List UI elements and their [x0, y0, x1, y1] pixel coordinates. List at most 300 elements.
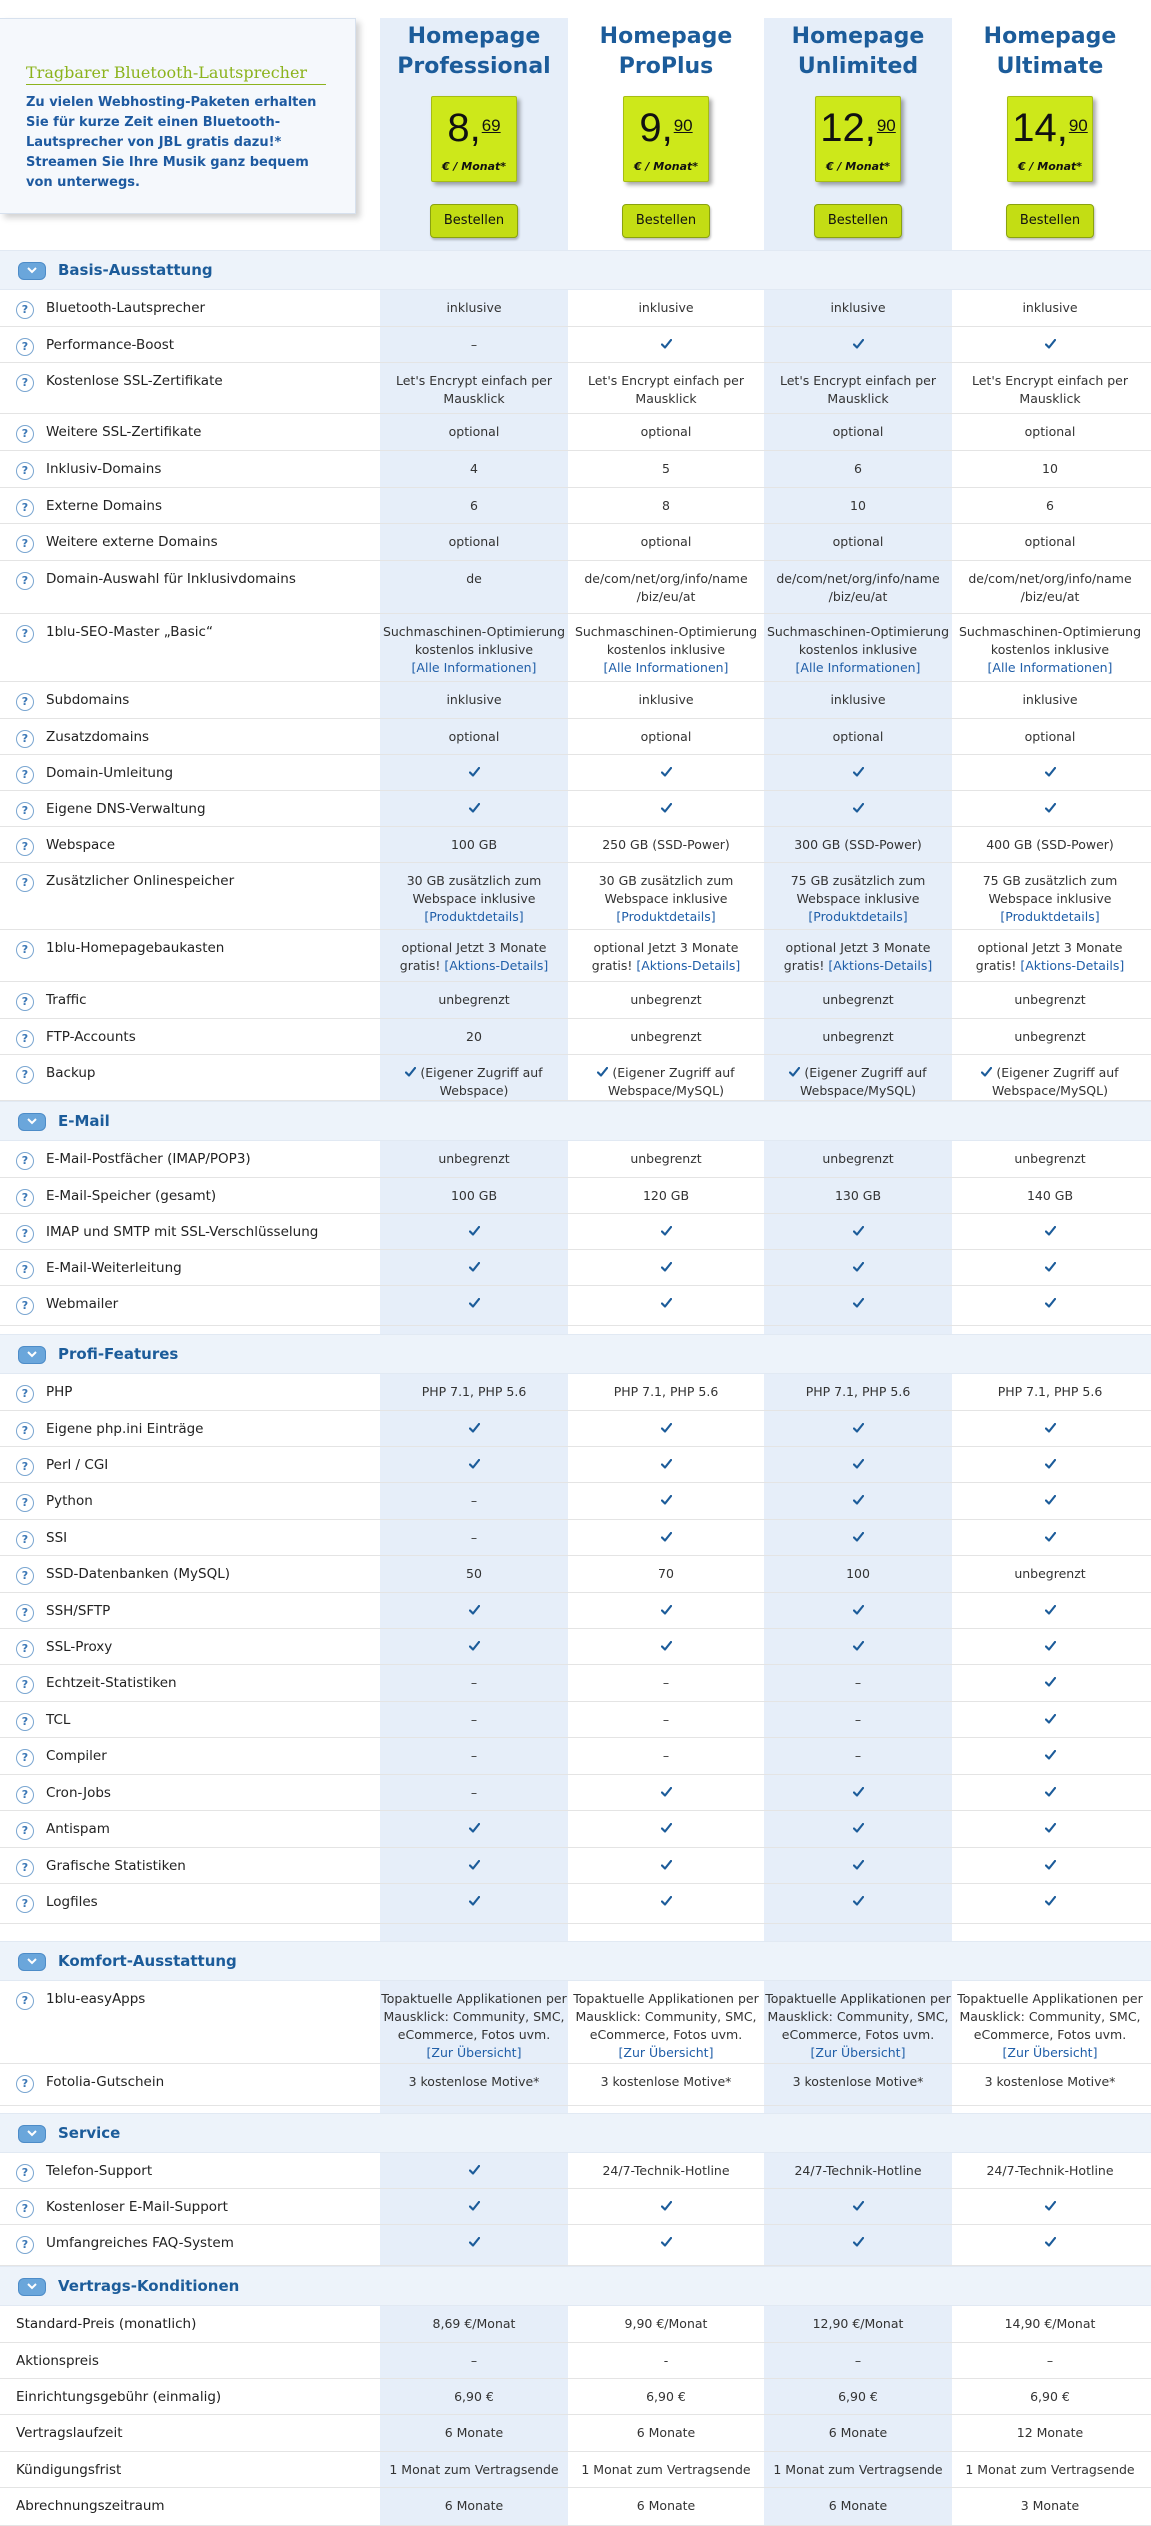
row-label: SSD-Datenbanken (MySQL) — [46, 1566, 231, 1582]
plan-name: Homepage Ultimate — [983, 24, 1117, 79]
table-row — [0, 719, 1151, 755]
plan-cell: 6 Monate — [636, 2425, 696, 2440]
help-icon[interactable]: ? — [16, 941, 34, 959]
plan-cell: 1 Monat zum Vertragsende — [581, 2462, 751, 2477]
plan-cell — [764, 1456, 952, 1474]
help-icon[interactable]: ? — [16, 1385, 34, 1403]
table-row — [0, 1483, 1151, 1520]
help-icon[interactable]: ? — [16, 2075, 34, 2093]
info-link[interactable]: [Aktions-Details] — [1020, 958, 1125, 973]
plan-cell — [764, 1784, 952, 1802]
plan-cell — [764, 1223, 952, 1241]
plan-name: Homepage Unlimited — [791, 24, 925, 79]
help-icon[interactable]: ? — [16, 1030, 34, 1048]
table-row — [0, 863, 1151, 930]
help-icon[interactable]: ? — [16, 2200, 34, 2218]
row-label: Kostenlose SSL-Zertifikate — [46, 373, 223, 389]
row-label: Domain-Auswahl für Inklusivdomains — [46, 571, 296, 587]
info-link[interactable]: [Produktdetails] — [616, 909, 716, 924]
table-row — [0, 1055, 1151, 1101]
plan-cell: inklusive — [830, 692, 886, 707]
help-icon[interactable]: ? — [16, 874, 34, 892]
table-row — [0, 682, 1151, 719]
row-label: Performance-Boost — [46, 337, 175, 353]
plan-cell: 50 — [466, 1566, 482, 1581]
plan-cell: unbegrenzt — [1014, 1029, 1086, 1044]
help-icon[interactable]: ? — [16, 993, 34, 1011]
help-icon[interactable]: ? — [16, 1261, 34, 1279]
chevron-down-icon[interactable] — [18, 262, 46, 280]
table-row — [0, 414, 1151, 451]
plan-cell — [956, 1456, 1144, 1474]
chevron-down-icon[interactable] — [18, 1953, 46, 1971]
price-unit: € / Monat* — [441, 160, 507, 173]
table-row — [0, 363, 1151, 414]
plan-cell — [572, 1492, 760, 1510]
plan-cell: 5 — [662, 461, 670, 476]
price-value: 9,90 — [639, 106, 693, 150]
plan-cell: – — [470, 2353, 478, 2368]
plan-cell — [572, 1529, 760, 1547]
row-label: Grafische Statistiken — [46, 1858, 186, 1874]
plan-cell: 4 — [470, 461, 478, 476]
plan-cell — [572, 2198, 760, 2216]
plan-cell — [956, 1420, 1144, 1438]
row-label: Logfiles — [46, 1894, 98, 1910]
plan-cell: 30 GB zusätzlich zum Webspace inklusive [Produktdetails] — [406, 873, 542, 924]
chevron-down-icon[interactable] — [18, 1346, 46, 1364]
plan-cell: 300 GB (SSD-Power) — [794, 837, 922, 852]
help-icon[interactable]: ? — [16, 1640, 34, 1658]
plan-cell — [764, 1420, 952, 1438]
table-row — [0, 1214, 1151, 1250]
row-label: Domain-Umleitung — [46, 765, 174, 781]
table-row — [0, 1629, 1151, 1665]
section-header[interactable] — [0, 2113, 1151, 2153]
help-icon[interactable]: ? — [16, 301, 34, 319]
help-icon[interactable]: ? — [16, 1189, 34, 1207]
help-icon[interactable]: ? — [16, 625, 34, 643]
help-icon[interactable]: ? — [16, 802, 34, 820]
plan-cell: 400 GB (SSD-Power) — [986, 837, 1114, 852]
plan-cell: unbegrenzt — [1014, 1566, 1086, 1581]
section-header[interactable] — [0, 250, 1151, 290]
help-icon[interactable]: ? — [16, 1494, 34, 1512]
plan-cell: optional — [448, 729, 500, 744]
plan-cell: unbegrenzt — [822, 992, 894, 1007]
row-label: Antispam — [46, 1821, 110, 1837]
help-icon[interactable]: ? — [16, 2236, 34, 2254]
row-label: SSH/SFTP — [46, 1603, 111, 1619]
price-unit: € / Monat* — [633, 160, 699, 173]
plan-cell: 6,90 € — [646, 2389, 686, 2404]
plan-cell: Suchmaschinen-Optimierung kostenlos inklusive [Alle Informationen] — [574, 624, 758, 675]
plan-cell — [380, 1420, 568, 1438]
row-label: Fotolia-Gutschein — [46, 2074, 165, 2090]
plan-cell: Suchmaschinen-Optimierung kostenlos inklusive [Alle Informationen] — [958, 624, 1142, 675]
table-row — [0, 2343, 1151, 2379]
row-label: Einrichtungsgebühr (einmalig) — [16, 2389, 222, 2405]
help-icon[interactable]: ? — [16, 766, 34, 784]
plan-cell — [572, 1638, 760, 1656]
info-link[interactable]: [Alle Informationen] — [411, 660, 537, 675]
plan-cell: 8 — [662, 498, 670, 513]
plan-cell — [956, 1295, 1144, 1313]
info-link[interactable]: [Alle Informationen] — [987, 660, 1113, 675]
plan-cell: 6 Monate — [828, 2498, 888, 2513]
plan-cell — [764, 1820, 952, 1838]
info-link[interactable]: [Produktdetails] — [1000, 909, 1100, 924]
row-label: Aktionspreis — [16, 2353, 99, 2369]
plan-cell: Suchmaschinen-Optimierung kostenlos inklusive [Alle Informationen] — [766, 624, 950, 675]
plan-cell: 120 GB — [642, 1188, 690, 1203]
plan-cell: Topaktuelle Applikationen per Mausklick: Community, SMC, eCommerce, Fotos uvm. [Zur Übersicht] — [381, 1991, 567, 2060]
table-row — [0, 791, 1151, 827]
plan-cell — [956, 1674, 1144, 1692]
row-label: SSL-Proxy — [46, 1639, 113, 1655]
plan-cell: 20 — [466, 1029, 482, 1044]
plan-cell: optional Jetzt 3 Monate gratis! [Aktions-Details] — [399, 940, 549, 973]
plan-cell: 1 Monat zum Vertragsende — [389, 2462, 559, 2477]
plan-cell: unbegrenzt — [822, 1151, 894, 1166]
help-icon[interactable]: ? — [16, 462, 34, 480]
plan-cell: 24/7-Technik-Hotline — [602, 2163, 730, 2178]
plan-cell — [956, 1747, 1144, 1765]
row-label: Eigene DNS-Verwaltung — [46, 801, 206, 817]
table-row — [0, 2064, 1151, 2106]
plan-cell: (Eigener Zugriff auf Webspace/MySQL) — [572, 1064, 760, 1100]
table-row — [0, 290, 1151, 327]
table-row — [0, 2379, 1151, 2415]
help-icon[interactable]: ? — [16, 1531, 34, 1549]
order-button[interactable]: Bestellen — [622, 204, 710, 238]
plan-cell: optional — [640, 534, 692, 549]
plan-header — [956, 18, 1144, 238]
plan-cell: inklusive — [1022, 300, 1078, 315]
row-label: Kostenloser E-Mail-Support — [46, 2199, 228, 2215]
plan-cell: 6,90 € — [838, 2389, 878, 2404]
plan-cell: – — [470, 1530, 478, 1545]
plan-cell: 6 Monate — [444, 2498, 504, 2513]
plan-cell: – — [470, 1785, 478, 1800]
plan-cell: Topaktuelle Applikationen per Mausklick: Community, SMC, eCommerce, Fotos uvm. [Zur Übersicht] — [765, 1991, 951, 2060]
row-label: Zusatzdomains — [46, 729, 150, 745]
order-button[interactable]: Bestellen — [430, 204, 518, 238]
help-icon[interactable]: ? — [16, 572, 34, 590]
plan-cell: de/com/net/org/info/name /biz/eu/at — [776, 571, 940, 604]
info-link[interactable]: [Alle Informationen] — [795, 660, 921, 675]
plan-cell: 140 GB — [1026, 1188, 1074, 1203]
help-icon[interactable]: ? — [16, 1786, 34, 1804]
table-row — [0, 2415, 1151, 2452]
plan-cell: – — [470, 1712, 478, 1727]
plan-cell — [572, 2234, 760, 2252]
section-title: Profi-Features — [58, 1345, 179, 1363]
plan-cell: 3 kostenlose Motive* — [600, 2074, 732, 2089]
plan-cell — [956, 1784, 1144, 1802]
table-row — [0, 561, 1151, 614]
plan-name: Homepage ProPlus — [599, 24, 733, 79]
info-link[interactable]: [Produktdetails] — [808, 909, 908, 924]
table-row — [0, 755, 1151, 791]
help-icon[interactable]: ? — [16, 1567, 34, 1585]
section-title: E-Mail — [58, 1112, 110, 1130]
info-link[interactable]: [Zur Übersicht] — [618, 2045, 714, 2060]
plan-cell — [956, 1820, 1144, 1838]
table-row — [0, 1447, 1151, 1483]
price-value: 12,90 — [820, 106, 896, 150]
promo-box[interactable] — [0, 18, 356, 214]
table-row — [0, 1775, 1151, 1811]
plan-cell — [764, 1857, 952, 1875]
plan-cell: 70 — [658, 1566, 674, 1581]
plan-cell: 100 — [846, 1566, 870, 1581]
plan-cell — [572, 1223, 760, 1241]
row-label: E-Mail-Weiterleitung — [46, 1260, 182, 1276]
info-link[interactable]: [Zur Übersicht] — [810, 2045, 906, 2060]
help-icon[interactable]: ? — [16, 2164, 34, 2182]
plan-header — [572, 18, 760, 238]
table-row — [0, 2488, 1151, 2526]
section-title: Basis-Ausstattung — [58, 261, 213, 279]
table-row — [0, 827, 1151, 863]
plan-cell — [380, 2234, 568, 2252]
table-row — [0, 930, 1151, 982]
plan-cell — [764, 1893, 952, 1911]
plan-cell: optional — [1024, 534, 1076, 549]
help-icon[interactable]: ? — [16, 425, 34, 443]
row-label: FTP-Accounts — [46, 1029, 136, 1045]
plan-cell: – — [854, 2353, 862, 2368]
table-row — [0, 1556, 1151, 1593]
help-icon[interactable]: ? — [16, 1822, 34, 1840]
plan-header — [764, 18, 952, 238]
order-button[interactable]: Bestellen — [814, 204, 902, 238]
plan-cell — [764, 800, 952, 818]
help-icon[interactable]: ? — [16, 693, 34, 711]
help-icon[interactable]: ? — [16, 1713, 34, 1731]
row-label: Backup — [46, 1065, 96, 1081]
help-icon[interactable]: ? — [16, 1152, 34, 1170]
table-row — [0, 2189, 1151, 2225]
table-row — [0, 982, 1151, 1019]
plan-cell: 24/7-Technik-Hotline — [794, 2163, 922, 2178]
row-label: Webspace — [46, 837, 116, 853]
plan-cell: inklusive — [446, 692, 502, 707]
help-icon[interactable]: ? — [16, 535, 34, 553]
help-icon[interactable]: ? — [16, 730, 34, 748]
help-icon[interactable]: ? — [16, 499, 34, 517]
chevron-down-icon[interactable] — [18, 2278, 46, 2296]
plan-cell: – — [470, 1493, 478, 1508]
help-icon[interactable]: ? — [16, 1422, 34, 1440]
row-label: Compiler — [46, 1748, 107, 1764]
plan-cell — [956, 1259, 1144, 1277]
plan-cell — [956, 1857, 1144, 1875]
plan-cell: 75 GB zusätzlich zum Webspace inklusive [Produktdetails] — [982, 873, 1118, 924]
chevron-down-icon[interactable] — [18, 1113, 46, 1131]
plan-cell: Let's Encrypt einfach per Mausklick — [588, 373, 744, 406]
table-row — [0, 1520, 1151, 1556]
table-row — [0, 1593, 1151, 1629]
help-icon[interactable]: ? — [16, 1992, 34, 2010]
plan-cell: 10 — [850, 498, 866, 513]
info-link[interactable]: [Alle Informationen] — [603, 660, 729, 675]
plan-cell: 6 — [470, 498, 478, 513]
help-icon[interactable]: ? — [16, 1859, 34, 1877]
plan-cell — [380, 764, 568, 782]
plan-cell: optional — [832, 424, 884, 439]
plan-cell — [764, 1638, 952, 1656]
table-row — [0, 2153, 1151, 2189]
plan-cell — [572, 336, 760, 354]
table-row — [0, 1019, 1151, 1055]
help-icon[interactable]: ? — [16, 1676, 34, 1694]
help-icon[interactable]: ? — [16, 1066, 34, 1084]
table-row — [0, 1738, 1151, 1775]
info-link[interactable]: [Zur Übersicht] — [426, 2045, 522, 2060]
plan-cell: optional — [448, 534, 500, 549]
plan-cell: unbegrenzt — [630, 1029, 702, 1044]
plan-cell: 6 — [1046, 498, 1054, 513]
plan-cell — [572, 1820, 760, 1838]
help-icon[interactable]: ? — [16, 1749, 34, 1767]
price-badge — [431, 96, 517, 182]
info-link[interactable]: [Aktions-Details] — [636, 958, 741, 973]
info-link[interactable]: [Zur Übersicht] — [1002, 2045, 1098, 2060]
plan-cell — [956, 2234, 1144, 2252]
row-label: IMAP und SMTP mit SSL-Verschlüsselung — [46, 1224, 319, 1240]
plan-cell — [572, 1420, 760, 1438]
table-row — [0, 2306, 1151, 2343]
row-label: Python — [46, 1493, 93, 1509]
plan-cell — [956, 1223, 1144, 1241]
plan-cell — [956, 1529, 1144, 1547]
section-header[interactable] — [0, 1334, 1151, 1374]
plan-cell: unbegrenzt — [438, 1151, 510, 1166]
plan-cell: – — [854, 1712, 862, 1727]
row-label: Bluetooth-Lautsprecher — [46, 300, 206, 316]
help-icon[interactable]: ? — [16, 374, 34, 392]
plan-cell: 250 GB (SSD-Power) — [602, 837, 730, 852]
table-row — [0, 2452, 1151, 2488]
plan-cell: optional — [640, 424, 692, 439]
price-unit: € / Monat* — [1017, 160, 1083, 173]
price-badge — [623, 96, 709, 182]
plan-cell: inklusive — [1022, 692, 1078, 707]
plan-cell: inklusive — [446, 300, 502, 315]
plan-cell: 3 Monate — [1020, 2498, 1080, 2513]
plan-cell — [572, 1456, 760, 1474]
table-row — [0, 1884, 1151, 1924]
plan-cell: 3 kostenlose Motive* — [408, 2074, 540, 2089]
price-value: 8,69 — [447, 106, 501, 150]
plan-cell — [380, 800, 568, 818]
row-label: Telefon-Support — [46, 2163, 153, 2179]
plan-cell: optional Jetzt 3 Monate gratis! [Aktions-Details] — [783, 940, 933, 973]
price-value: 14,90 — [1012, 106, 1088, 150]
plan-cell — [764, 1529, 952, 1547]
plan-cell — [380, 1638, 568, 1656]
help-icon[interactable]: ? — [16, 1604, 34, 1622]
row-label: Perl / CGI — [46, 1457, 109, 1473]
help-icon[interactable]: ? — [16, 1458, 34, 1476]
plan-cell: de/com/net/org/info/name /biz/eu/at — [584, 571, 748, 604]
promo-title: Tragbarer Bluetooth-Lautsprecher — [26, 63, 326, 85]
section-title: Komfort-Ausstattung — [58, 1952, 237, 1970]
plan-cell: - — [663, 2353, 669, 2368]
plan-cell: Let's Encrypt einfach per Mausklick — [396, 373, 552, 406]
order-button[interactable]: Bestellen — [1006, 204, 1094, 238]
row-label: Kündigungsfrist — [16, 2462, 122, 2478]
help-icon[interactable]: ? — [16, 1225, 34, 1243]
row-label: Webmailer — [46, 1296, 119, 1312]
table-row — [0, 488, 1151, 524]
plan-cell: (Eigener Zugriff auf Webspace/MySQL) — [956, 1064, 1144, 1100]
plan-cell — [956, 1638, 1144, 1656]
plan-cell: 14,90 €/Monat — [1004, 2316, 1096, 2331]
section-header[interactable] — [0, 2266, 1151, 2306]
info-link[interactable]: [Aktions-Details] — [828, 958, 933, 973]
row-label: PHP — [46, 1384, 73, 1400]
plan-cell: optional — [832, 534, 884, 549]
section-title: Service — [58, 2124, 121, 2142]
plan-cell — [380, 1295, 568, 1313]
help-icon[interactable]: ? — [16, 338, 34, 356]
plan-cell — [572, 800, 760, 818]
row-label: Weitere externe Domains — [46, 534, 218, 550]
plan-cell: 3 kostenlose Motive* — [792, 2074, 924, 2089]
plan-cell — [572, 764, 760, 782]
plan-cell: – — [470, 1675, 478, 1690]
plan-cell: 12,90 €/Monat — [812, 2316, 904, 2331]
help-icon[interactable]: ? — [16, 1895, 34, 1913]
plan-cell — [380, 1259, 568, 1277]
plan-cell: 10 — [1042, 461, 1058, 476]
plan-cell: 6 Monate — [444, 2425, 504, 2440]
price-badge — [815, 96, 901, 182]
plan-cell: unbegrenzt — [1014, 992, 1086, 1007]
row-label: Abrechnungszeitraum — [16, 2498, 165, 2514]
plan-cell — [380, 2198, 568, 2216]
plan-cell: 1 Monat zum Vertragsende — [773, 2462, 943, 2477]
plan-cell — [764, 764, 952, 782]
info-link[interactable]: [Produktdetails] — [424, 909, 524, 924]
plan-cell: – — [854, 1675, 862, 1690]
plan-cell: optional Jetzt 3 Monate gratis! [Aktions-Details] — [591, 940, 741, 973]
plan-cell: optional — [1024, 424, 1076, 439]
help-icon[interactable]: ? — [16, 838, 34, 856]
plan-cell — [380, 1893, 568, 1911]
plan-cell: Let's Encrypt einfach per Mausklick — [780, 373, 936, 406]
row-label: Vertragslaufzeit — [16, 2425, 123, 2441]
plan-cell: unbegrenzt — [822, 1029, 894, 1044]
chevron-down-icon[interactable] — [18, 2125, 46, 2143]
help-icon[interactable]: ? — [16, 1297, 34, 1315]
row-label: Subdomains — [46, 692, 130, 708]
section-header[interactable] — [0, 1941, 1151, 1981]
info-link[interactable]: [Aktions-Details] — [444, 958, 549, 973]
plan-cell: optional — [832, 729, 884, 744]
table-row — [0, 614, 1151, 682]
plan-cell: 100 GB — [450, 837, 498, 852]
table-row — [0, 1665, 1151, 1702]
plan-cell: PHP 7.1, PHP 5.6 — [997, 1384, 1103, 1399]
plan-cell: (Eigener Zugriff auf Webspace/MySQL) — [764, 1064, 952, 1100]
row-label: 1blu-easyApps — [46, 1991, 146, 2007]
section-header[interactable] — [0, 1101, 1151, 1141]
plan-cell: – — [470, 1748, 478, 1763]
